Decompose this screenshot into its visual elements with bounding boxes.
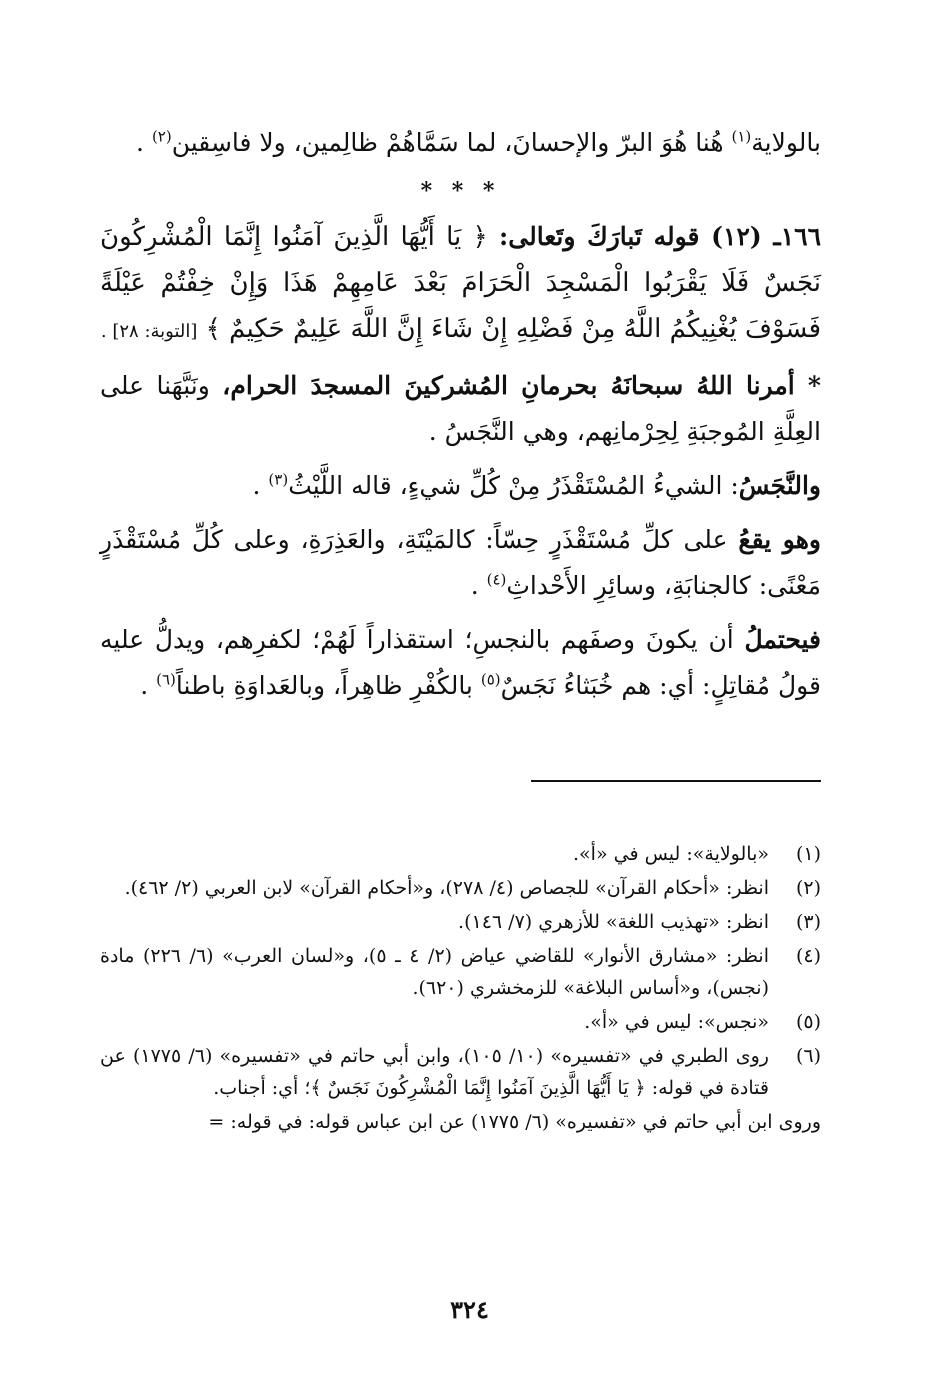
footnote-marker: (٤) <box>486 570 507 589</box>
footnote-text: «بالولاية»: ليس في «أ». <box>573 843 769 865</box>
top-line <box>100 120 821 166</box>
paragraph-4 <box>100 617 821 709</box>
page-number: ٣٢٤ <box>450 1295 489 1324</box>
paragraph-text: . <box>252 471 269 500</box>
footnote-text: انظر: «مشارق الأنوار» للقاضي عياض (٢/ ٤ ـ ٥)، و«لسان العرب» (٦/ ٢٢٦) مادة (نجس)، و«أساس البلاغة» للزمخشري (٦٢٠). <box>100 945 769 999</box>
section-separator: * * * <box>420 178 501 204</box>
footnote-number: (٦) <box>795 1045 821 1067</box>
paragraph-lead: وهو يقعُ <box>738 525 821 554</box>
footnote-item <box>100 872 821 904</box>
footnote-marker: (١) <box>731 127 752 146</box>
footnote-number: (١) <box>795 843 821 865</box>
footnote-number: (٤) <box>795 945 821 967</box>
footnote-number: (٥) <box>795 1011 821 1033</box>
paragraph-text: . <box>470 571 487 600</box>
paragraph-text: . <box>140 671 157 700</box>
top-line-text: هُنا هُوَ البرّ والإحسانَ، لما سَمَّاهُمْ ظالِمين، ولا فاسِقين <box>171 128 732 157</box>
footnote-item <box>100 838 821 870</box>
footnote-divider <box>531 780 821 782</box>
footnote-number: (٢) <box>795 877 821 899</box>
paragraph-text: أن يكونَ وصفَهم بالنجسِ؛ استقذاراً لَهُمْ؛ لكفرِهم، ويدلُّ عليه قولُ مُقاتِلٍ: أي: هم خُبَثاءُ نَجَسٌ <box>100 625 821 700</box>
footnote-item <box>100 906 821 938</box>
footnote-item <box>100 1040 821 1104</box>
paragraph-3 <box>100 517 821 609</box>
footnote-item <box>100 1006 821 1038</box>
verse-reference: [التوبة: ٢٨] . <box>100 321 198 342</box>
footnotes <box>100 838 821 1138</box>
footnote-number: (٣) <box>795 911 821 933</box>
paragraph-text: : الشيءُ المُسْتَقْذَرُ مِنْ كُلِّ شيءٍ، قاله اللَّيْثُ <box>288 471 739 500</box>
footnote-continuation: وروى ابن أبي حاتم في «تفسيره» (٦/ ١٧٧٥) عن ابن عباس قوله: في قوله: = <box>208 1111 821 1133</box>
section-heading: ١٦٦ـ (١٢) قوله تَبارَكَ وتَعالى: <box>499 222 822 251</box>
paragraph-lead: فيحتملُ <box>744 625 821 654</box>
paragraph-text: بالكُفْرِ ظاهِراً، وبالعَداوَةِ باطناً <box>175 671 481 700</box>
footnote-text: روى الطبري في «تفسيره» (١٠/ ١٠٥)، وابن أبي حاتم في «تفسيره» (٦/ ١٧٧٥) عن قتادة في قوله: ﴿ يَا أَيُّهَا الَّذِينَ آمَنُوا إِنَّمَا الْمُشْرِكُونَ نَجَسٌ ﴾؛ أي: أجناب. <box>100 1045 769 1099</box>
paragraph-text: على كلِّ مُسْتَقْذَرٍ حِسّاً: كالمَيْتَةِ، والعَذِرَةِ، وعلى كُلِّ مُسْتَقْذَرٍ مَعْنًى: كالجنابَةِ، وسائِرِ الأَحْداثِ <box>100 525 821 600</box>
section-heading-paragraph <box>100 214 821 355</box>
footnote-text: «نجس»: ليس في «أ». <box>584 1011 769 1033</box>
main-text <box>100 120 821 717</box>
paragraph-lead: * أمرنا اللهُ سبحانَهُ بحرمانِ المُشركينَ المسجدَ الحرام، <box>222 371 822 400</box>
quran-verse: ﴿ يَا أَيُّهَا الَّذِينَ آمَنُوا إِنَّمَا الْمُشْرِكُونَ نَجَسٌ فَلَا يَقْرَبُوا الْمَسْجِدَ الْحَرَامَ بَعْدَ عَامِهِمْ هَذَا وَإِنْ خِفْتُمْ عَيْلَةً فَسَوْفَ يُغْنِيكُمُ اللَّهُ مِنْ فَضْلِهِ إِنْ شَاءَ إِنَّ اللَّهَ عَلِيمٌ حَكِيمٌ ﴾ <box>100 222 821 344</box>
footnote-item <box>100 940 821 1004</box>
paragraph-lead: والنَّجَسُ <box>738 471 821 500</box>
paragraph-text: ونَبَّهَنا على العِلَّةِ المُوجبَةِ لِحِرْمانِهم، وهي النَّجَسُ . <box>100 371 821 446</box>
footnote-text: انظر: «تهذيب اللغة» للأزهري (٧/ ١٤٦). <box>458 911 769 933</box>
footnote-marker: (٦) <box>156 670 176 689</box>
paragraph-2 <box>100 463 821 509</box>
top-line-text: بالولاية <box>751 128 821 157</box>
paragraph-1 <box>100 363 821 455</box>
top-line-text: . <box>136 128 152 157</box>
footnote-text: انظر: «أحكام القرآن» للجصاص (٤/ ٢٧٨)، و«أحكام القرآن» لابن العربي (٢/ ٤٦٢). <box>124 877 769 899</box>
footnote-marker: (٢) <box>151 127 172 146</box>
footnote-marker: (٣) <box>268 470 289 489</box>
footnote-marker: (٥) <box>480 670 501 689</box>
